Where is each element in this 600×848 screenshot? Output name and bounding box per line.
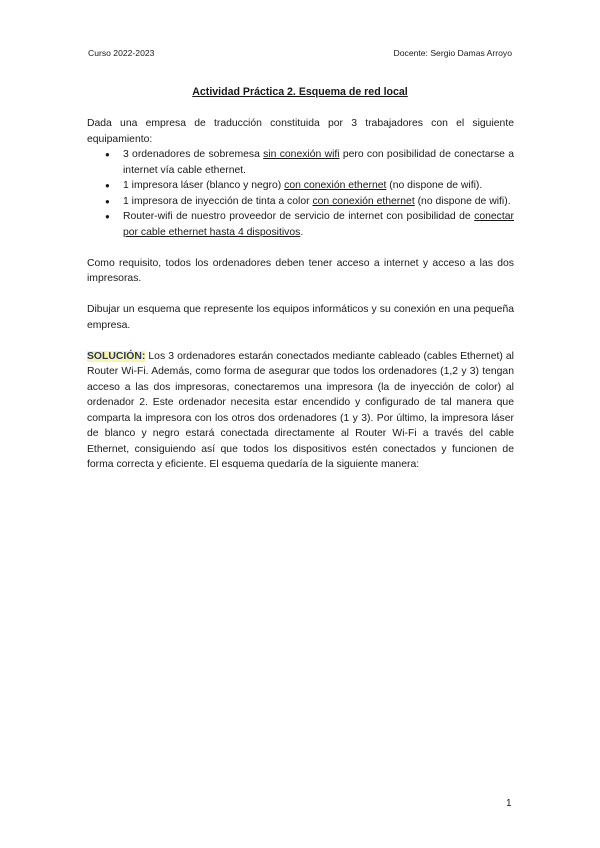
document-title: Actividad Práctica 2. Esquema de red local	[192, 86, 408, 98]
solution-paragraph	[87, 349, 514, 473]
solution-label: SOLUCIÓN:	[87, 350, 146, 362]
list-item: ● 1 impresora de inyección de tinta a color con conexión ethernet (no dispone de wifi).	[123, 194, 514, 210]
teacher-label: Docente: Sergio Damas Arroyo	[393, 48, 512, 58]
solution-text: Los 3 ordenadores estarán conectados mediante cableado (cables Ethernet) al Router Wi-Fi. Además, como forma de asegurar que todos los ordenadores (1,2 y 3) tengan acceso a las dos impresoras, conectaremos una impresora (la de inyección de color) al ordenador 2. Este ordenador necesita estar encendido y configurado de tal manera que comparta la impresora con los otros dos ordenadores (1 y 3). Por último, la impresora láser de blanco y negro estará conectada directamente al Router Wi-Fi a través del cable Ethernet, consiguiendo así que todos los dispositivos estén conectados y funcionen de forma correcta y eficiente. El esquema quedaría de la siguiente manera:	[87, 350, 514, 470]
requirement-paragraph: Como requisito, todos los ordenadores deben tener acceso a internet y acceso a las dos impresoras.	[87, 257, 514, 284]
task-paragraph: Dibujar un esquema que represente los equipos informáticos y su conexión en una pequeña empresa.	[87, 304, 514, 331]
page-number: 1	[506, 798, 512, 809]
list-item: ● 1 impresora láser (blanco y negro) con conexión ethernet (no dispone de wifi).	[123, 178, 514, 194]
course-label: Curso 2022-2023	[88, 48, 155, 58]
equipment-list	[87, 147, 514, 240]
list-item: ● 3 ordenadores de sobremesa sin conexión wifi pero con posibilidad de conectarse a internet vía cable ethernet.	[123, 147, 514, 178]
document-body	[87, 116, 514, 473]
list-item: ● Router-wifi de nuestro proveedor de servicio de internet con posibilidad de conectar por cable ethernet hasta 4 dispositivos.	[123, 209, 514, 240]
page-header	[88, 48, 512, 62]
intro-paragraph: Dada una empresa de traducción constituida por 3 trabajadores con el siguiente equipamiento:	[87, 118, 514, 145]
